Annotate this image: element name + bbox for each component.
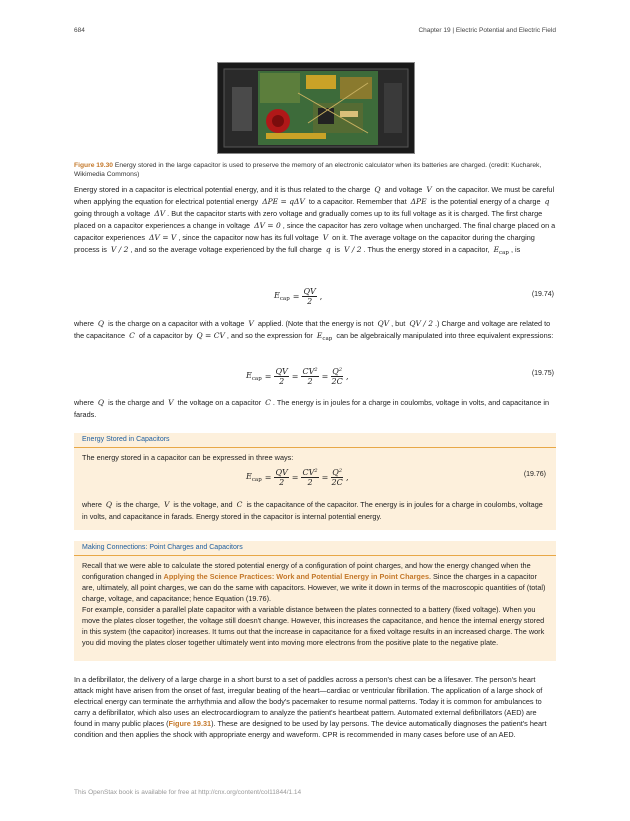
- box-title: Making Connections: Point Charges and Capacitors: [82, 544, 243, 551]
- footer-note: This OpenStax book is available for free at http://cnx.org/content/col11844/1.14: [74, 789, 302, 796]
- equation-number: (19.75): [531, 370, 554, 377]
- equation-19-76: $E_{cap}$ = $\frac{QV}{2}$ = $\frac{CV^2}{2}$ = $\frac{Q^2}{2C}$ , (19.76): [246, 467, 546, 487]
- feature-box-energy-stored: [74, 433, 556, 530]
- circuit-board-image: [218, 63, 414, 153]
- paragraph-capacitance-relation: where Q is the charge on a capacitor with a voltage V applied. (Note that the energy is not QV , but QV / 2 .) Charge and voltage are related to the capacitance C of a capacitor by Q = CV , and so the expression for $E_{cap}$ can be algebraically manipulated into three equivalent expressions:: [74, 319, 554, 342]
- chapter-title: Chapter 19 | Electric Potential and Electric Field: [418, 27, 556, 34]
- figure-caption-text: Energy stored in the large capacitor is used to preserve the memory of an electronic calculator when its batteries are charged. (credit: Kucharek, Wikimedia Commons): [74, 162, 542, 178]
- paragraph-defibrillator: In a defibrillator, the delivery of a large charge in a short burst to a set of paddles across a person's chest can be a lifesaver. The person's heart attack might have arisen from the onset of fast, irregular beating of the heart—cardiac or ventricular fibrillation. The application of a large shock of electrical energy can terminate the arrhythmia and allow the body's pacemaker to resume normal patterns. Today it is common for ambulances to carry a defibrillator, which also uses an electrocardiogram to analyze the patient's heartbeat pattern. Automated external defibrillators (AED) are found in many public places (Figure 19.31). These are designed to be used by lay persons. The device automatically diagnoses the patient's heart condition and then applies the shock with appropriate energy and waveform. CPR is recommended in many cases before use of an AED.: [74, 675, 547, 739]
- section-link[interactable]: Applying the Science Practices: Work and Potential Energy in Point Charges: [163, 572, 429, 581]
- box-paragraph-2: For example, consider a parallel plate capacitor with a variable distance between the plates connected to a battery (fixed voltage). When you move the plates closer together, the voltage still doesn't change. However, this increases the capacitance, and hence the internal energy stored in this system (the capacitor) increases. It turns out that the increase in capacitance for a fixed voltage results in an increased charge. The work you did moving the plates closer together ultimately went into moving more electrons from the positive plate to the negative plate.: [82, 605, 545, 647]
- box-where-text: where Q is the charge, V is the voltage, and C is the capacitance of the capacitor. The energy is in joules for a charge in coulombs, voltage in volts, and capacitance in farads. Energy stored in the capacitor is internal potential energy.: [82, 500, 543, 521]
- figure-photo: [217, 62, 415, 154]
- feature-box-making-connections: [74, 541, 556, 661]
- box-divider: [74, 555, 556, 556]
- box-divider: [74, 447, 556, 448]
- figure-label: Figure 19.30: [74, 162, 114, 169]
- figure-link[interactable]: Figure 19.31: [168, 719, 212, 728]
- equation-number: (19.74): [531, 291, 554, 298]
- figure-caption: [74, 161, 556, 179]
- page-number: 684: [74, 27, 85, 34]
- paragraph-energy-intro: Energy stored in a capacitor is electrical potential energy, and it is thus related to the charge Q and voltage V on the capacitor. We must be careful when applying the equation for electrical potential energy ΔPE = qΔV to a capacitor. Remember that ΔPE is the potential energy of a charge q going through a voltage ΔV . But the capacitor starts with zero voltage and gradually comes up to its full voltage as it is charged. The first charge placed on a capacitor experiences a change in voltage ΔV = 0 , since the capacitor has zero voltage when uncharged. The final charge placed on a capacitor experiences ΔV = V , since the capacitor now has its full voltage V on it. The average voltage on the capacitor during the charging process is V / 2 , and so the average voltage experienced by the full charge q is V / 2 . Thus the energy stored in a capacitor, $E_{cap}$ , is: [74, 185, 556, 256]
- equation-19-74: $E_{cap}$ = $\frac{QV}{2}$ , (19.74): [274, 287, 554, 306]
- paragraph-units: where Q is the charge and V the voltage on a capacitor C . The energy is in joules for a charge in coulombs, voltage in volts, and capacitance in farads.: [74, 398, 550, 419]
- box-title: Energy Stored in Capacitors: [82, 436, 170, 443]
- equation-19-75: $E_{cap}$ = $\frac{QV}{2}$ = $\frac{CV^2}{2}$ = $\frac{Q^2}{2C}$ , (19.75): [246, 366, 554, 386]
- box-intro: The energy stored in a capacitor can be expressed in three ways:: [82, 453, 294, 462]
- equation-number: (19.76): [523, 471, 546, 478]
- box-paragraph-1: Recall that we were able to calculate the stored potential energy of a configuration of point charges, and how the energy changed when the configuration changed in Applying the Science Practices: Work and Potential Energy in Point Charges. Since the charges in a capacitor are, ultimately, all point charges, we can do the same with capacitors. However, we write it down in terms of the macroscopic quantities of (total) charge, voltage, and capacitance; hence Equation (19.76).: [82, 561, 546, 603]
